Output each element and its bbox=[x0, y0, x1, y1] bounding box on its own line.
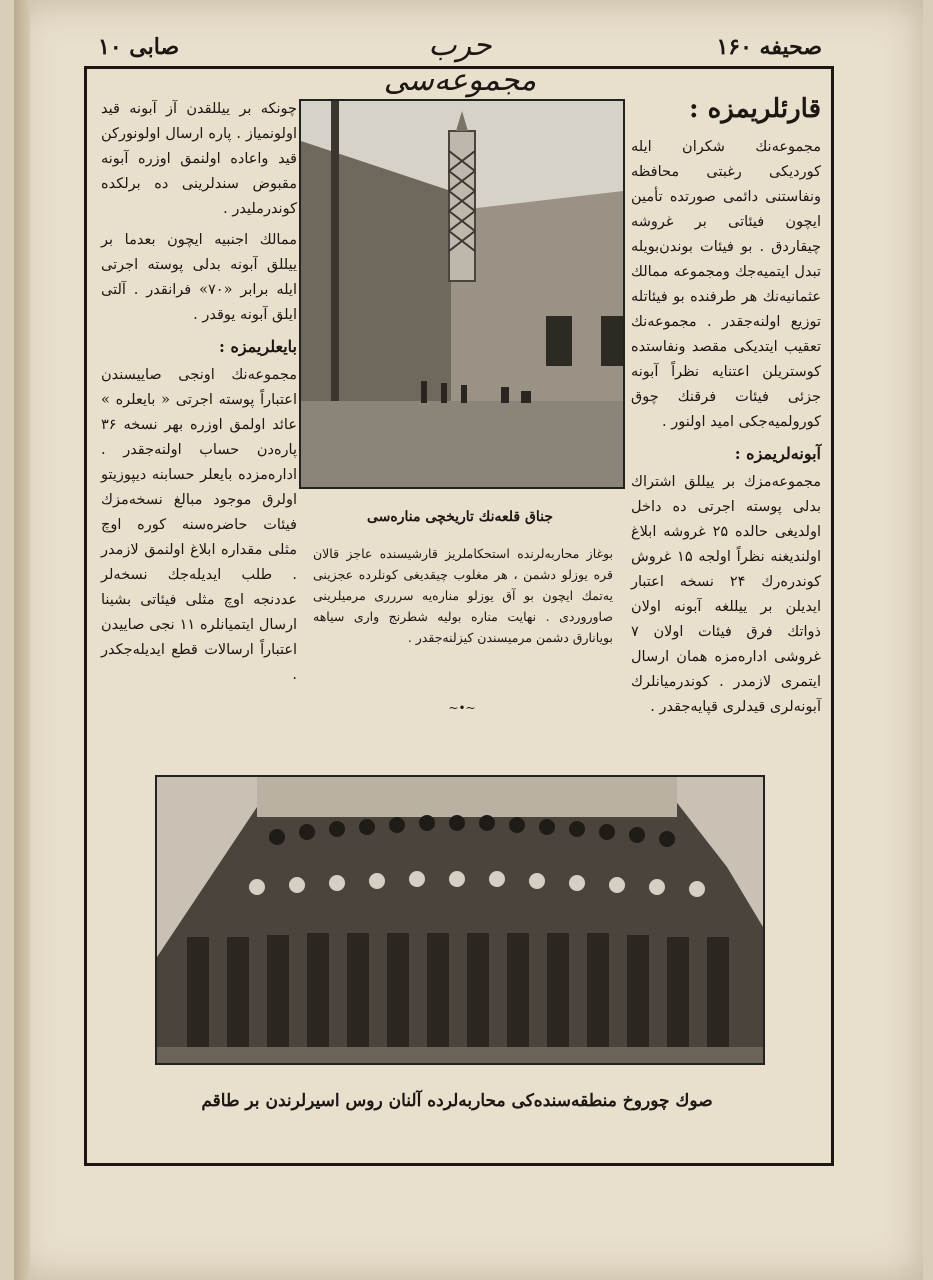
minaret-photo-graphic bbox=[301, 101, 623, 487]
minaret-photo bbox=[299, 99, 625, 489]
content-frame bbox=[84, 66, 834, 1166]
right-paragraph-2: مجموعه‌مزك بر ییللق اشتراك بدلی پوسته اجرتی ده داخل اولدیغی حالده ۲۵ غروشه ابلاغ اولندیغنه نظراً اولجه ۱۵ غروش كوندره‌رك ۲۴ نسخه اعتبار ایدیلن بر ییللغه آبونه اولان ذواتك فرق فیئات اولان ۷ غروشی اداره‌مزه همان ارسال ایتمری لازمدر . كوندرمیانلرك آبونه‌لری قیدلری قپایه‌جقدر . bbox=[631, 474, 821, 715]
vendors-heading: بایعلریمزه : bbox=[218, 337, 297, 356]
left-paragraph-1: چونكه بر ییللقدن آز آبونه قید اولونمیاز . پاره ارسال اولونوركن قید واعاده اولنمق اوزره آبونه مقبوض سندلرینی ده برلكده كوندرملیدر . bbox=[101, 101, 297, 217]
issue-number: صابی ۱۰ bbox=[98, 34, 180, 60]
right-column bbox=[631, 91, 821, 726]
left-paragraph-3: مجموعه‌نك اونجی صاییسندن اعتباراً پوسته اجرتی « بایعلره » عائد اولمق اوزره بهر نسخه ۳۶ پاره‌دن حساب اولنه‌جقدر . اداره‌مزده بایعلر حسابنه دیپوزیتو اولرق موجود مبالغ نسخه‌مزك فیئات حاضره‌سنه كوره اوچ مثلی مقداره ابلاغ اولنمق لازمدر . طلب ایدیله‌جك نسخه‌لر عددنجه اوچ مثلی فیئاتی بشینا ارسال ایتمیانلره ۱۱ نجی صاییدن اعتباراً ارسالات قطع ایدیله‌جكدر . bbox=[101, 367, 297, 683]
magazine-title: حرب مجموعه‌سی bbox=[383, 28, 537, 98]
prisoners-photo-graphic bbox=[157, 777, 763, 1063]
prisoners-caption: صوك چوروخ منطقه‌سنده‌كی محاربه‌لرده آلنان روس اسیرلرندن بر طاقم bbox=[201, 1091, 713, 1111]
right-paragraph-1: مجموعه‌نك شكران ایله كوردیكی رغبتی محافظه ونفاستنی دائمی صورتده تأمین ایچون فیئاتی بر غروشه چیقاردق . بو فیئات بوندن‌بویله تبدل ایتمیه‌جك ومجموعه ممالك عثمانیه‌نك هر طرفنده بو فیئاتله توزیع اولنه‌جقدر . مجموعه‌نك تعقیب ایتدیكی مقصد ونفاستده كوستریلن اعتنایه نظراً آبونه جزئی فیئات فرقنك چوق كورولمیه‌جكی امید اولنور . bbox=[631, 139, 821, 430]
readers-heading: قارئلریمزه : bbox=[689, 94, 821, 124]
page-binding bbox=[14, 0, 30, 1280]
page-number: صحیفه ۱۶۰ bbox=[716, 34, 822, 60]
minaret-caption: جناق قلعه‌نك تاریخچی مناره‌سی bbox=[367, 509, 553, 525]
left-paragraph-2: ممالك اجنبیه ایچون بعدما بر ییللق آبونه بدلی پوسته اجرتی ایله برابر «۷۰» فرانقدر . آلتی ایلق آبونه یوقدر . bbox=[101, 232, 297, 323]
ornament-divider: ~•~ bbox=[448, 701, 476, 715]
minaret-description: بوغاز محاربه‌لرنده استحكاملریز قارشیسنده عاجز قالان قره یوزلو دشمن ، هر مغلوب چیقدیغی كونلرده عجزینی یه‌تمك ایچون بو آق یوزلو مناره‌یه سررری مرمیلرینی صاوروردی . نهایت مناره بولیه شطرنج واری سیاهه بویانارق دشمن مرمیسندن كیزلنه‌جقدر . bbox=[313, 546, 613, 645]
subscribers-heading: آبونه‌لریمزه : bbox=[734, 444, 821, 463]
page-header bbox=[80, 28, 832, 98]
left-column bbox=[101, 97, 297, 694]
prisoners-photo bbox=[155, 775, 765, 1065]
